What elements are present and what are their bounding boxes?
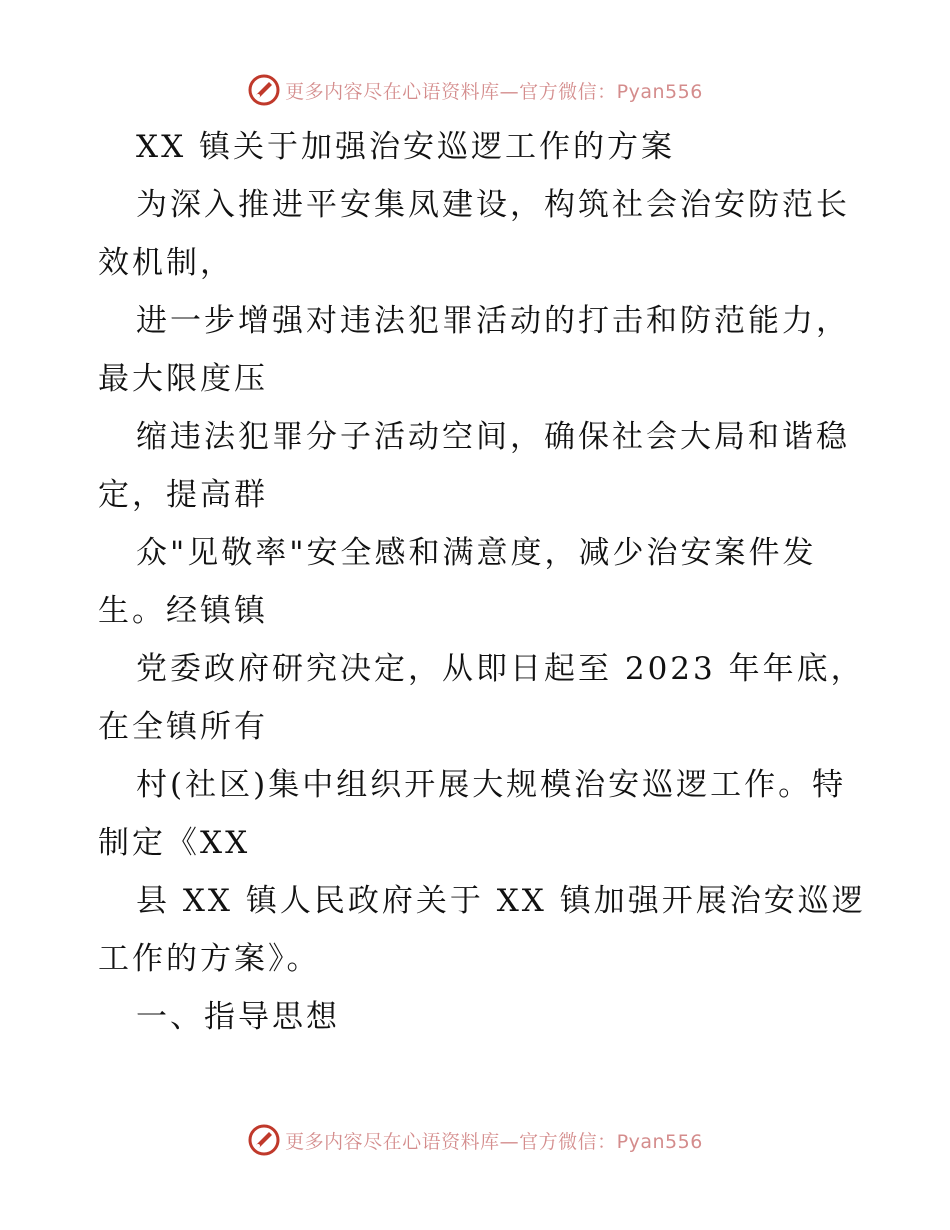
document-line: 制定《XX bbox=[98, 825, 251, 861]
document-line: 工作的方案》。 bbox=[98, 941, 321, 977]
document-line: 最大限度压 bbox=[98, 361, 268, 397]
logo-icon bbox=[247, 73, 281, 107]
document-line: 定，提高群 bbox=[98, 477, 268, 513]
header-banner bbox=[0, 70, 950, 110]
document-line: 为深入推进平安集凤建设，构筑社会治安防范长 bbox=[136, 187, 850, 223]
document-line: 生。经镇镇 bbox=[98, 593, 268, 629]
document-line: 一、指导思想 bbox=[136, 999, 340, 1035]
document-line: 在全镇所有 bbox=[98, 709, 268, 745]
document-line: 众"见敬率"安全感和满意度，减少治安案件发 bbox=[136, 535, 817, 571]
logo-icon bbox=[247, 1123, 281, 1157]
document-line: 党委政府研究决定，从即日起至 2023 年年底， bbox=[136, 651, 865, 687]
document-line: 缩违法犯罪分子活动空间，确保社会大局和谐稳 bbox=[136, 419, 850, 455]
document-line: 效机制， bbox=[98, 245, 234, 281]
document-line: 进一步增强对违法犯罪活动的打击和防范能力， bbox=[136, 303, 850, 339]
document-line: 村(社区)集中组织开展大规模治安巡逻工作。特 bbox=[136, 767, 847, 803]
document-line: 县 XX 镇人民政府关于 XX 镇加强开展治安巡逻 bbox=[136, 883, 866, 919]
document-body bbox=[98, 118, 866, 1046]
header-banner-text: 更多内容尽在心语资料库—官方微信：Pyan556 bbox=[285, 80, 703, 103]
footer-banner-text: 更多内容尽在心语资料库—官方微信：Pyan556 bbox=[285, 1130, 703, 1153]
footer-banner bbox=[0, 1120, 950, 1160]
document-line: XX 镇关于加强治安巡逻工作的方案 bbox=[136, 129, 675, 165]
